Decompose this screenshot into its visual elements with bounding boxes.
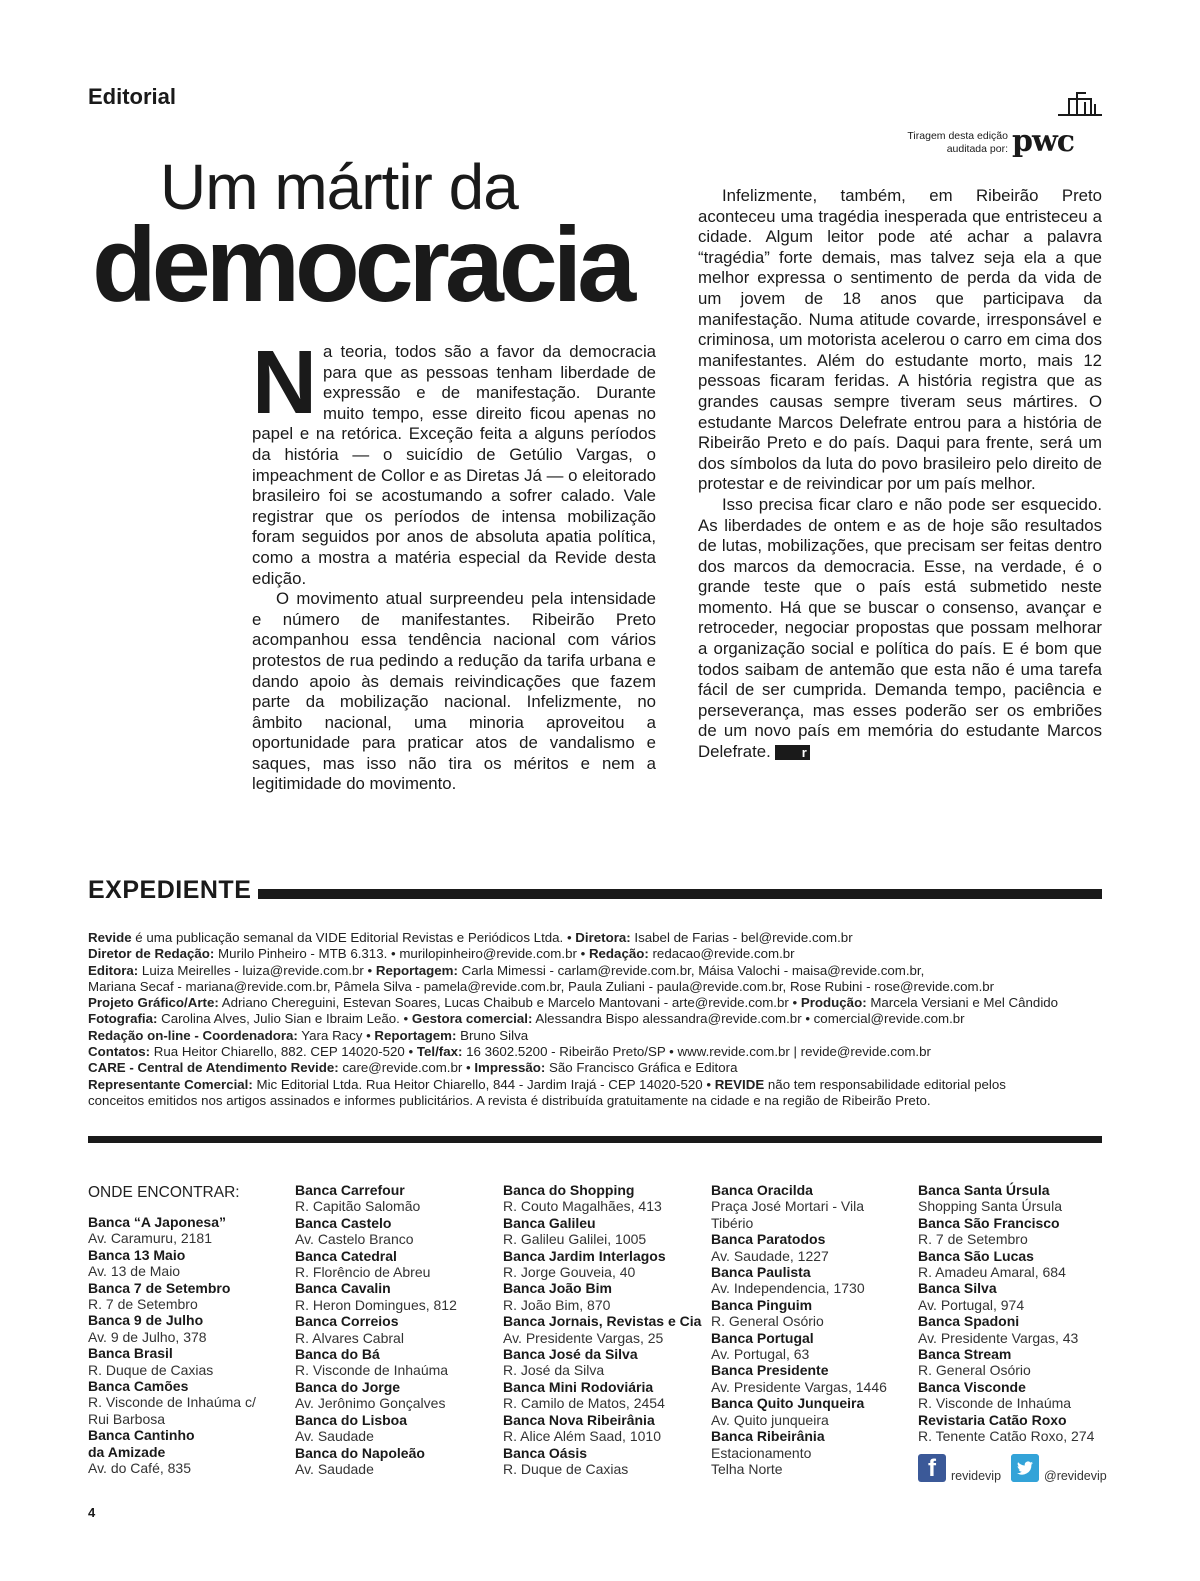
newsstand-name: Banca Silva: [918, 1280, 997, 1297]
newsstand-address: R. Amadeu Amaral, 684: [918, 1264, 1066, 1281]
newsstand-address: R. Jorge Gouveia, 40: [503, 1264, 636, 1281]
newsstand-name: Banca Camões: [88, 1378, 189, 1395]
newsstand-name: Banca Quito Junqueira: [711, 1395, 865, 1412]
newsstand-column: [295, 1182, 495, 1477]
newsstand-address: Av. Independencia, 1730: [711, 1280, 865, 1297]
credit-label: Editora:: [88, 962, 139, 978]
expediente-title: EXPEDIENTE: [88, 876, 252, 904]
newsstand-address: R. Alvares Cabral: [295, 1329, 404, 1346]
newsstand-name: Banca do Bá: [295, 1346, 380, 1363]
newsstand-address: Av. Saudade: [295, 1428, 374, 1445]
newsstand-address: R. José da Silva: [503, 1362, 605, 1379]
credit-text: Yara Racy •: [297, 1027, 375, 1043]
newsstand-address: R. Heron Domingues, 812: [295, 1296, 457, 1313]
credit-label: Representante Comercial:: [88, 1076, 253, 1092]
credit-label: Tel/fax:: [416, 1044, 463, 1060]
newsstand-name: Banca Correios: [295, 1313, 399, 1330]
credit-label: Reportagem:: [375, 962, 458, 978]
newsstand-address: R. General Osório: [711, 1313, 824, 1330]
section-divider: [88, 1136, 1102, 1143]
newsstand-address: R. Alice Além Saad, 1010: [503, 1428, 661, 1445]
newsstand-name: Banca 7 de Setembro: [88, 1279, 231, 1296]
newsstand-address: Av. Saudade: [295, 1460, 374, 1477]
credit-label: Redação on-line - Coordenadora:: [88, 1027, 298, 1043]
paragraph-text: a teoria, todos são a favor da democracia para que as pessoas tenham liberdade de expressão e de manifestação. Durante muito tempo, esse direito ficou apenas no papel e na retórica. Exceção feita a alguns períodos da história — o suicídio de Getúlio Vargas, o impeachment de Collor e as Diretas Já — o eleitorado brasileiro foi se acostumando a sofrer calado. Vale registrar que os períodos de intensa mobilização foram seguidos por anos de absoluta apatia política, como a mostra a matéria especial da Revide desta edição.: [252, 342, 656, 588]
credit-line: [88, 1011, 1108, 1027]
facebook-icon[interactable]: f: [918, 1454, 946, 1482]
newsstand-name: Banca José da Silva: [503, 1346, 638, 1363]
newsstand-name: Banca do Shopping: [503, 1182, 635, 1198]
credit-line: [88, 1060, 1108, 1076]
pwc-logo-mark: [1058, 88, 1102, 118]
credit-label: Impressão:: [474, 1060, 546, 1076]
newsstand-address: Av. 13 de Maio: [88, 1263, 181, 1280]
credit-text: Alessandra Bispo alessandra@revide.com.br • comercial@revide.com.br: [532, 1011, 965, 1027]
newsstand-address: Av. Portugal, 974: [918, 1296, 1025, 1313]
credit-line: [88, 979, 1108, 995]
credit-text: Murilo Pinheiro - MTB 6.313. • murilopinheiro@revide.com.br •: [214, 946, 589, 962]
credit-label: Revide: [88, 930, 132, 945]
newsstand-name: Banca Jornais, Revistas e Cia: [503, 1313, 702, 1330]
newsstand-name: Banca Oracilda: [711, 1182, 813, 1198]
pwc-logo: pwc: [1012, 124, 1075, 159]
newsstand-name: Banca Portugal: [711, 1329, 814, 1346]
headline-line-2: democracia: [92, 206, 632, 324]
newsstand-name: Banca São Lucas: [918, 1247, 1034, 1264]
credit-text: Luiza Meirelles - luiza@revide.com.br •: [138, 962, 376, 978]
newsstand-name: Banca São Francisco: [918, 1214, 1060, 1231]
newsstand-address: R. Duque de Caxias: [503, 1460, 629, 1477]
expediente-rule: [258, 889, 1102, 899]
newsstand-name: Revistaria Catão Roxo: [918, 1411, 1067, 1428]
newsstand-name: Banca Jardim Interlagos: [503, 1247, 666, 1264]
newsstand-column: [918, 1182, 1118, 1445]
facebook-handle[interactable]: revidevip: [951, 1469, 1002, 1483]
newsstand-address: Praça José Mortari - Vila: [711, 1198, 865, 1215]
credit-text: Marcela Versiani e Mel Cândido: [866, 995, 1059, 1011]
credit-text: 16 3602.5200 - Ribeirão Preto/SP • www.revide.com.br | revide@revide.com.br: [462, 1044, 931, 1060]
newsstand-name: Banca Catedral: [295, 1247, 397, 1264]
audit-label: Tiragem desta edição auditada por:: [907, 130, 1008, 155]
credit-text: São Francisco Gráfica e Editora: [545, 1060, 738, 1076]
credit-text: Carla Mimessi - carlam@revide.com.br, Máisa Valochi - maisa@revide.com.br,: [457, 962, 925, 978]
newsstand-name: Banca Paulista: [711, 1264, 811, 1281]
article-column-right: [698, 186, 1102, 763]
credit-label: Diretora:: [575, 930, 631, 945]
newsstand-name: Banca do Napoleão: [295, 1444, 425, 1461]
newsstand-address: Av. Portugal, 63: [711, 1346, 810, 1363]
page-number: 4: [88, 1505, 96, 1520]
newsstand-address: R. Visconde de Inhaúma: [295, 1362, 449, 1379]
credit-text: Mic Editorial Ltda. Rua Heitor Chiarello, 844 - Jardim Irajá - CEP 14020-520 •: [252, 1076, 715, 1092]
credit-line: [88, 1093, 1108, 1109]
newsstand-column: [711, 1182, 911, 1477]
newsstand-name: Banca Cavalin: [295, 1280, 391, 1297]
newsstand-address: Av. do Café, 835: [88, 1460, 191, 1477]
credit-line: [88, 930, 1108, 946]
newsstand-name: Banca Brasil: [88, 1345, 173, 1362]
newsstand-name: Banca Carrefour: [295, 1182, 405, 1198]
credit-label: REVIDE: [714, 1076, 765, 1092]
newsstand-address: R. Tenente Catão Roxo, 274: [918, 1428, 1095, 1445]
newsstand-name: Banca Ribeirânia: [711, 1428, 825, 1445]
credit-line: [88, 995, 1108, 1011]
credit-line: [88, 1028, 1108, 1044]
credit-text: Isabel de Farias - bel@revide.com.br: [630, 930, 853, 945]
newsstand-address: Shopping Santa Úrsula: [918, 1198, 1062, 1215]
credit-label: Redação:: [588, 946, 649, 962]
newsstand-name: Banca João Bim: [503, 1280, 612, 1297]
drop-cap: N: [252, 333, 317, 433]
newsstand-address: Rui Barbosa: [88, 1410, 166, 1427]
newsstand-column: [88, 1214, 288, 1477]
newsstand-name: Banca Visconde: [918, 1378, 1026, 1395]
headline-line-1: Um mártir da: [160, 151, 518, 223]
newsstand-address: Av. Castelo Branco: [295, 1231, 414, 1248]
credit-label: Reportagem:: [374, 1027, 457, 1043]
credit-text: Mariana Secaf - mariana@revide.com.br, Pâmela Silva - pamela@revide.com.br, Paula Zuliani - paula@revide.com.br, Rose Rubini - rose@revide.com.br: [88, 978, 995, 994]
credit-text: conceitos emitidos nos artigos assinados e informes publicitários. A revista é distribuída gratuitamente na cidade e na região de Ribeirão Preto.: [88, 1092, 931, 1108]
credit-text: Bruno Silva: [456, 1027, 529, 1043]
newsstand-address: Av. Presidente Vargas, 1446: [711, 1378, 887, 1395]
newsstand-address: R. 7 de Setembro: [918, 1231, 1028, 1248]
newsstand-address: Telha Norte: [711, 1460, 783, 1477]
newsstand-address: Av. Quito junqueira: [711, 1411, 829, 1428]
newsstand-address: R. Couto Magalhães, 413: [503, 1198, 662, 1215]
credit-label: Diretor de Redação:: [88, 946, 215, 962]
newsstand-address: R. João Bim, 870: [503, 1296, 611, 1313]
newsstand-address: Av. Saudade, 1227: [711, 1247, 829, 1264]
newsstand-name: Banca Pinguim: [711, 1296, 813, 1313]
newsstand-address: R. Visconde de Inhaúma: [918, 1395, 1072, 1412]
newsstand-name: Banca do Jorge: [295, 1378, 401, 1395]
credit-label: Contatos:: [88, 1044, 151, 1060]
newsstand-address: Av. Presidente Vargas, 43: [918, 1329, 1079, 1346]
article-column-left: [252, 333, 656, 795]
paragraph-text: Isso precisa ficar claro e não pode ser esquecido. As liberdades de ontem e as de hoje são resultados de lutas, mobilizações, que precisam ser feitas dentro dos marcos da democracia. Esse, na verdade, é o grande teste que o país está submetido neste momento. Há que se buscar o consenso, avançar e retroceder, negociar propostas que possam melhorar a organização social e política do país. E é bom que todos saibam de antemão que esta não é uma tarefa fácil de ser cumprida. Demanda tempo, paciência e perseverança, mas esses poderão ser os embriões de um novo país em memória do estudante Marcos Delefrate.: [698, 494, 1102, 762]
credit-text: Adriano Chereguini, Estevan Soares, Lucas Chaibub e Marcelo Mantovani - arte@revide.com.br •: [218, 995, 801, 1011]
credit-line: [88, 1077, 1108, 1093]
newsstand-address: R. Visconde de Inhaúma c/: [88, 1394, 256, 1411]
newsstand-address: R. Duque de Caxias: [88, 1361, 214, 1378]
credit-text: Carolina Alves, Julio Sian e Ibraim Leão. •: [157, 1011, 412, 1027]
article-paragraph-4: [698, 495, 1102, 763]
credit-text: redacao@revide.com.br: [648, 946, 795, 962]
newsstand-name: Banca Paratodos: [711, 1231, 826, 1248]
newsstand-address: Av. Caramuru, 2181: [88, 1230, 212, 1247]
newsstand-name: Banca Stream: [918, 1346, 1012, 1363]
article-paragraph-2: O movimento atual surpreendeu pela intensidade e número de manifestantes. Ribeirão Preto acompanhou essa tendência nacional com vários protestos de rua pedindo a redução da tarifa urbana e dando apoio às demais reivindicações que fazem parte da mobilização nacional. Infelizmente, no âmbito nacional, uma minoria aproveitou a oportunidade para praticar atos de vandalismo e saques, mas isso não tira os méritos e nem a legitimidade do movimento.: [252, 589, 656, 794]
newsstand-address: R. Capitão Salomão: [295, 1198, 421, 1215]
newsstand-name: Banca Castelo: [295, 1214, 392, 1231]
credit-text: care@revide.com.br •: [338, 1060, 475, 1076]
newsstand-address: R. General Osório: [918, 1362, 1031, 1379]
newsstand-column: [503, 1182, 703, 1477]
credit-line: [88, 946, 1108, 962]
newsstand-address: Estacionamento: [711, 1444, 812, 1461]
newsstand-name: Banca “A Japonesa”: [88, 1214, 226, 1230]
credit-label: Produção:: [800, 995, 867, 1011]
newsstand-address: R. Camilo de Matos, 2454: [503, 1395, 665, 1412]
twitter-icon[interactable]: [1011, 1454, 1039, 1482]
credit-text: não tem responsabilidade editorial pelos: [764, 1076, 1006, 1092]
article-paragraph-3: Infelizmente, também, em Ribeirão Preto aconteceu uma tragédia inesperada que entristeceu a cidade. Algum leitor pode até achar a palavra “tragédia” forte demais, mas talvez seja ela a que melhor expressa o sentimento de perda da vida de um jovem de 18 anos que participava da manifestação. Numa atitude covarde, irresponsável e criminosa, um motorista acelerou o carro em cima dos manifestantes. Além do estudante morto, mais 12 pessoas ficaram feridas. A história registra que as grandes causas sempre tiveram seus mártires. O estudante Marcos Delefrate entrou para a história de Ribeirão Preto e do país. Daqui para frente, será um dos símbolos da luta do povo brasileiro pelo direito de protestar e de reivindicar por um país melhor.: [698, 186, 1102, 494]
onde-encontrar-heading: ONDE ENCONTRAR:: [88, 1184, 240, 1201]
expediente-credits: [88, 930, 1108, 1109]
newsstand-address: Av. Jerônimo Gonçalves: [295, 1395, 446, 1412]
newsstand-name: Banca Mini Rodoviária: [503, 1378, 654, 1395]
newsstand-address: R. Galileu Galilei, 1005: [503, 1231, 647, 1248]
credit-label: Fotografia:: [88, 1011, 158, 1027]
article-paragraph-1: [252, 333, 656, 589]
newsstand-address: R. Florêncio de Abreu: [295, 1264, 431, 1281]
end-mark-icon: r: [775, 745, 810, 760]
newsstand-name: Banca Spadoni: [918, 1313, 1020, 1330]
newsstand-address: Av. 9 de Julho, 378: [88, 1328, 207, 1345]
newsstand-name: Banca Cantinho da Amizade: [88, 1427, 195, 1460]
credit-text: é uma publicação semanal da VIDE Editorial Revistas e Periódicos Ltda. •: [131, 930, 576, 945]
credit-label: Gestora comercial:: [411, 1011, 533, 1027]
newsstand-address: Av. Presidente Vargas, 25: [503, 1329, 664, 1346]
credit-label: CARE - Central de Atendimento Revide:: [88, 1060, 339, 1076]
newsstand-name: Banca Nova Ribeirânia: [503, 1411, 655, 1428]
credit-text: Rua Heitor Chiarello, 882. CEP 14020-520 •: [150, 1044, 417, 1060]
credit-label: Projeto Gráfico/Arte:: [88, 995, 219, 1011]
newsstand-name: Banca Galileu: [503, 1214, 596, 1231]
section-label: Editorial: [88, 84, 177, 109]
twitter-handle[interactable]: @revidevip: [1044, 1469, 1107, 1483]
credit-line: [88, 963, 1108, 979]
newsstand-address: Tibério: [711, 1214, 754, 1231]
credit-line: [88, 1044, 1108, 1060]
newsstand-name: Banca Presidente: [711, 1362, 829, 1379]
newsstand-name: Banca do Lisboa: [295, 1411, 408, 1428]
newsstand-name: Banca 13 Maio: [88, 1246, 186, 1263]
newsstand-address: R. 7 de Setembro: [88, 1296, 198, 1313]
newsstand-name: Banca Oásis: [503, 1444, 588, 1461]
newsstand-name: Banca 9 de Julho: [88, 1312, 204, 1329]
newsstand-name: Banca Santa Úrsula: [918, 1182, 1050, 1198]
